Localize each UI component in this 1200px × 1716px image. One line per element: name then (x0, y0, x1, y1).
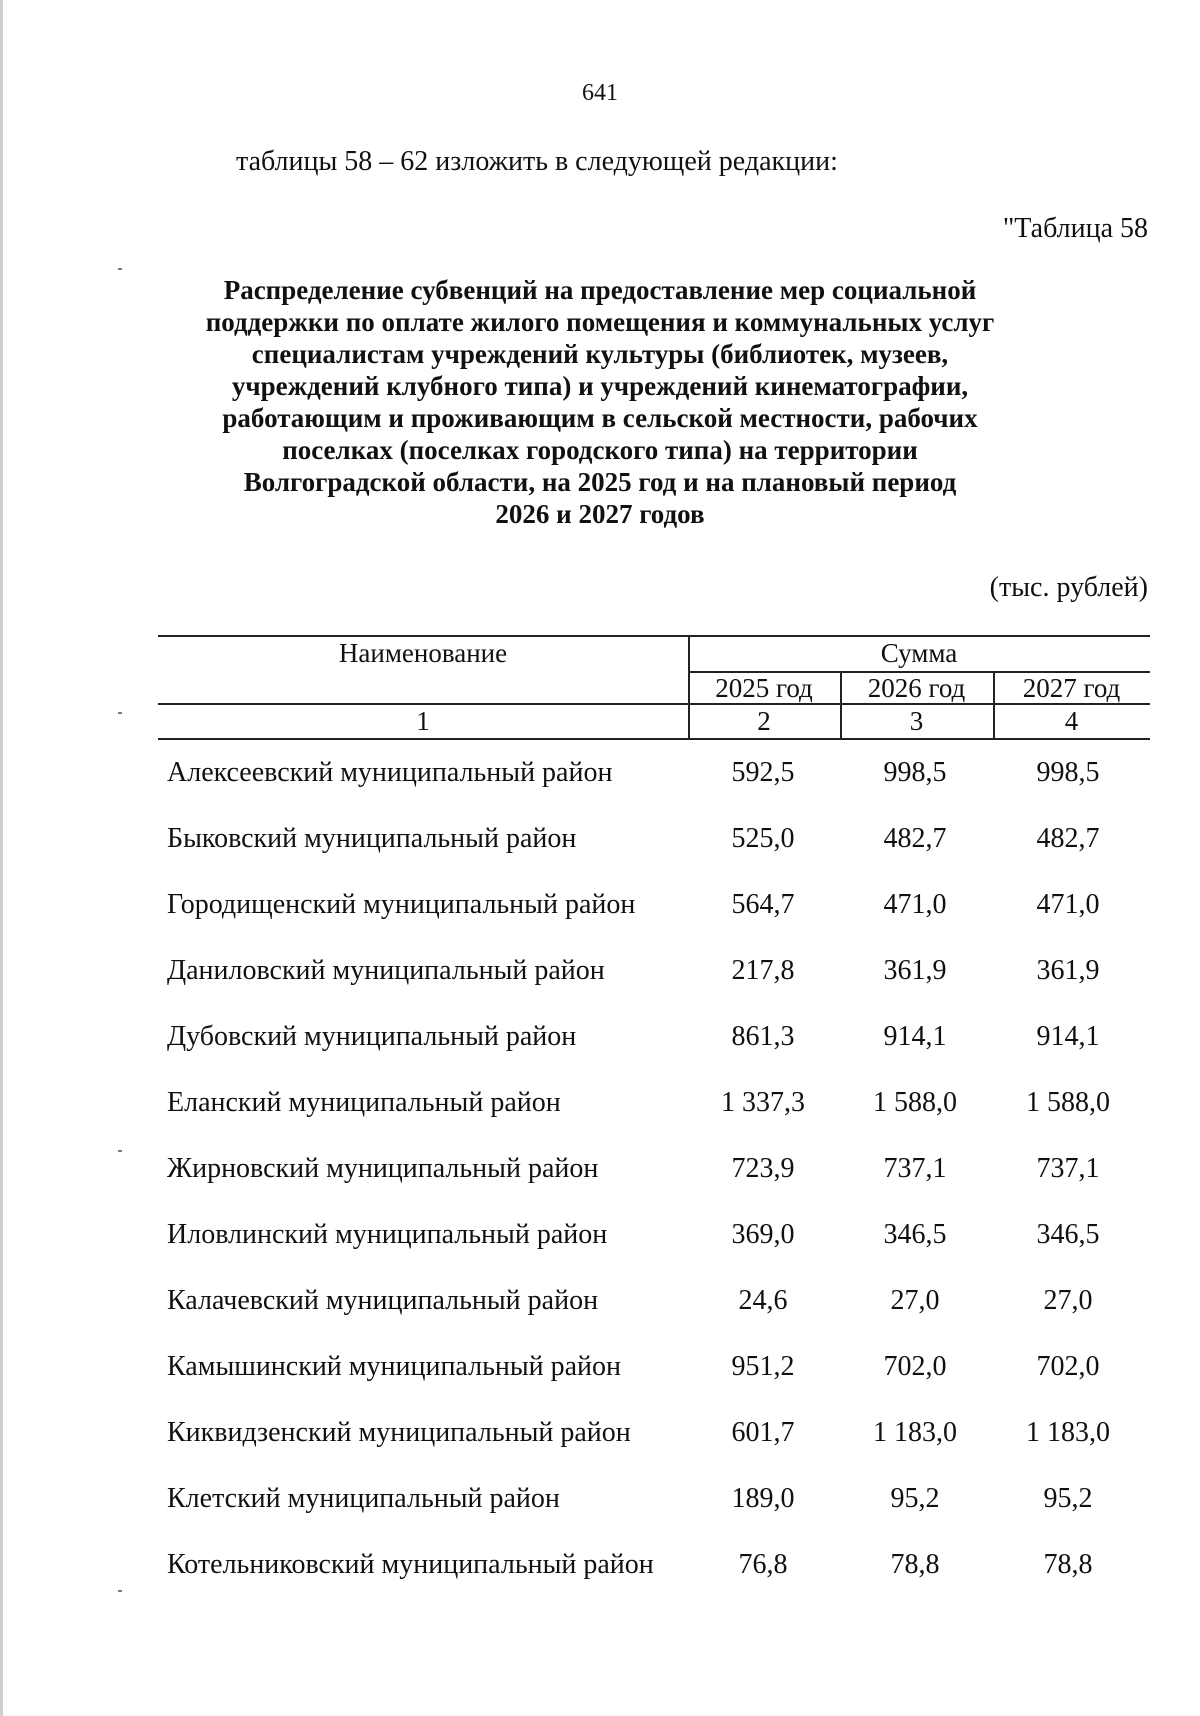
value-2026: 27,0 (890, 1285, 940, 1316)
value-2025: 564,7 (731, 889, 795, 920)
district-name: Иловлинский муниципальный район (167, 1219, 608, 1250)
table-row (0, 1219, 1200, 1285)
table-row (0, 823, 1200, 889)
heading-line: 2026 и 2027 годов (495, 499, 705, 529)
units-label: (тыс. рублей) (989, 572, 1148, 603)
value-2025: 723,9 (731, 1153, 795, 1184)
value-2026: 998,5 (883, 757, 947, 788)
table-row (0, 1021, 1200, 1087)
value-2027: 914,1 (1036, 1021, 1100, 1052)
heading-line: работающим и проживающим в сельской местности, рабочих (222, 403, 978, 433)
value-2026: 471,0 (883, 889, 947, 920)
value-2026: 1 588,0 (873, 1087, 957, 1118)
value-2026: 702,0 (883, 1351, 947, 1382)
value-2027: 998,5 (1036, 757, 1100, 788)
scan-mark (118, 1150, 122, 1152)
header-year: 2027 год (1022, 673, 1121, 703)
page-number: 641 (582, 80, 618, 106)
header-name: Наименование (338, 638, 508, 668)
value-2026: 346,5 (883, 1219, 947, 1250)
value-2025: 369,0 (731, 1219, 795, 1250)
district-name: Дубовский муниципальный район (167, 1021, 577, 1052)
intro-text: таблицы 58 – 62 изложить в следующей редакции: (236, 146, 838, 177)
column-number: 3 (909, 706, 924, 736)
value-2025: 525,0 (731, 823, 795, 854)
value-2027: 361,9 (1036, 955, 1100, 986)
value-2026: 361,9 (883, 955, 947, 986)
column-number: 2 (757, 706, 771, 736)
value-2027: 702,0 (1036, 1351, 1100, 1382)
value-2025: 217,8 (731, 955, 795, 986)
district-name: Клетский муниципальный район (167, 1483, 560, 1514)
heading-line: специалистам учреждений культуры (библиотек, музеев, (251, 339, 949, 369)
district-name: Котельниковский муниципальный район (167, 1549, 654, 1580)
heading-line: Распределение субвенций на предоставление мер социальной (223, 275, 977, 305)
value-2025: 861,3 (731, 1021, 795, 1052)
value-2027: 346,5 (1036, 1219, 1100, 1250)
value-2027: 737,1 (1036, 1153, 1100, 1184)
table-row (0, 1417, 1200, 1483)
value-2026: 78,8 (890, 1549, 940, 1580)
value-2026: 482,7 (883, 823, 947, 854)
district-name: Камышинский муниципальный район (167, 1351, 622, 1382)
scan-mark (118, 1590, 122, 1592)
value-2025: 951,2 (731, 1351, 795, 1382)
table-row (0, 1351, 1200, 1417)
table-body (0, 757, 1200, 1615)
scan-mark (118, 712, 122, 714)
heading-line: Волгоградской области, на 2025 год и на плановый период (243, 467, 957, 497)
value-2027: 95,2 (1043, 1483, 1093, 1514)
value-2025: 189,0 (731, 1483, 795, 1514)
district-name: Алексеевский муниципальный район (167, 757, 613, 788)
value-2027: 1 183,0 (1026, 1417, 1110, 1448)
table-row (0, 1483, 1200, 1549)
value-2026: 914,1 (883, 1021, 947, 1052)
column-number: 1 (416, 706, 430, 736)
value-2026: 737,1 (883, 1153, 947, 1184)
value-2025: 1 337,3 (721, 1087, 805, 1118)
value-2027: 482,7 (1036, 823, 1100, 854)
table-row (0, 757, 1200, 823)
district-name: Калачевский муниципальный район (167, 1285, 599, 1316)
table-row (0, 1549, 1200, 1615)
scan-mark (118, 268, 122, 270)
value-2027: 471,0 (1036, 889, 1100, 920)
header-top-rule (158, 635, 1150, 637)
header-year: 2026 год (867, 673, 966, 703)
value-2026: 95,2 (890, 1483, 940, 1514)
table-heading (200, 274, 1000, 530)
value-2025: 76,8 (738, 1549, 788, 1580)
value-2027: 27,0 (1043, 1285, 1093, 1316)
table-row (0, 889, 1200, 955)
table-row (0, 1087, 1200, 1153)
header-bottom-rule (158, 738, 1150, 740)
value-2026: 1 183,0 (873, 1417, 957, 1448)
district-name: Даниловский муниципальный район (167, 955, 605, 986)
district-name: Еланский муниципальный район (167, 1087, 561, 1118)
value-2025: 601,7 (731, 1417, 795, 1448)
heading-line: учреждений клубного типа) и учреждений кинематографии, (231, 371, 969, 401)
table-row (0, 955, 1200, 1021)
header-year: 2025 год (715, 673, 813, 703)
heading-line: поселках (поселках городского типа) на территории (282, 435, 918, 465)
district-name: Киквидзенский муниципальный район (167, 1417, 631, 1448)
table-label: "Таблица 58 (1002, 213, 1148, 244)
district-name: Быковский муниципальный район (167, 823, 577, 854)
column-number: 4 (1064, 706, 1079, 736)
district-name: Жирновский муниципальный район (167, 1153, 599, 1184)
district-name: Городищенский муниципальный район (167, 889, 636, 920)
value-2027: 78,8 (1043, 1549, 1093, 1580)
value-2027: 1 588,0 (1026, 1087, 1110, 1118)
header-sum: Сумма (880, 638, 958, 668)
heading-line: поддержки по оплате жилого помещения и коммунальных услуг (205, 307, 995, 337)
table-row (0, 1285, 1200, 1351)
value-2025: 24,6 (738, 1285, 788, 1316)
table-row (0, 1153, 1200, 1219)
value-2025: 592,5 (731, 757, 795, 788)
